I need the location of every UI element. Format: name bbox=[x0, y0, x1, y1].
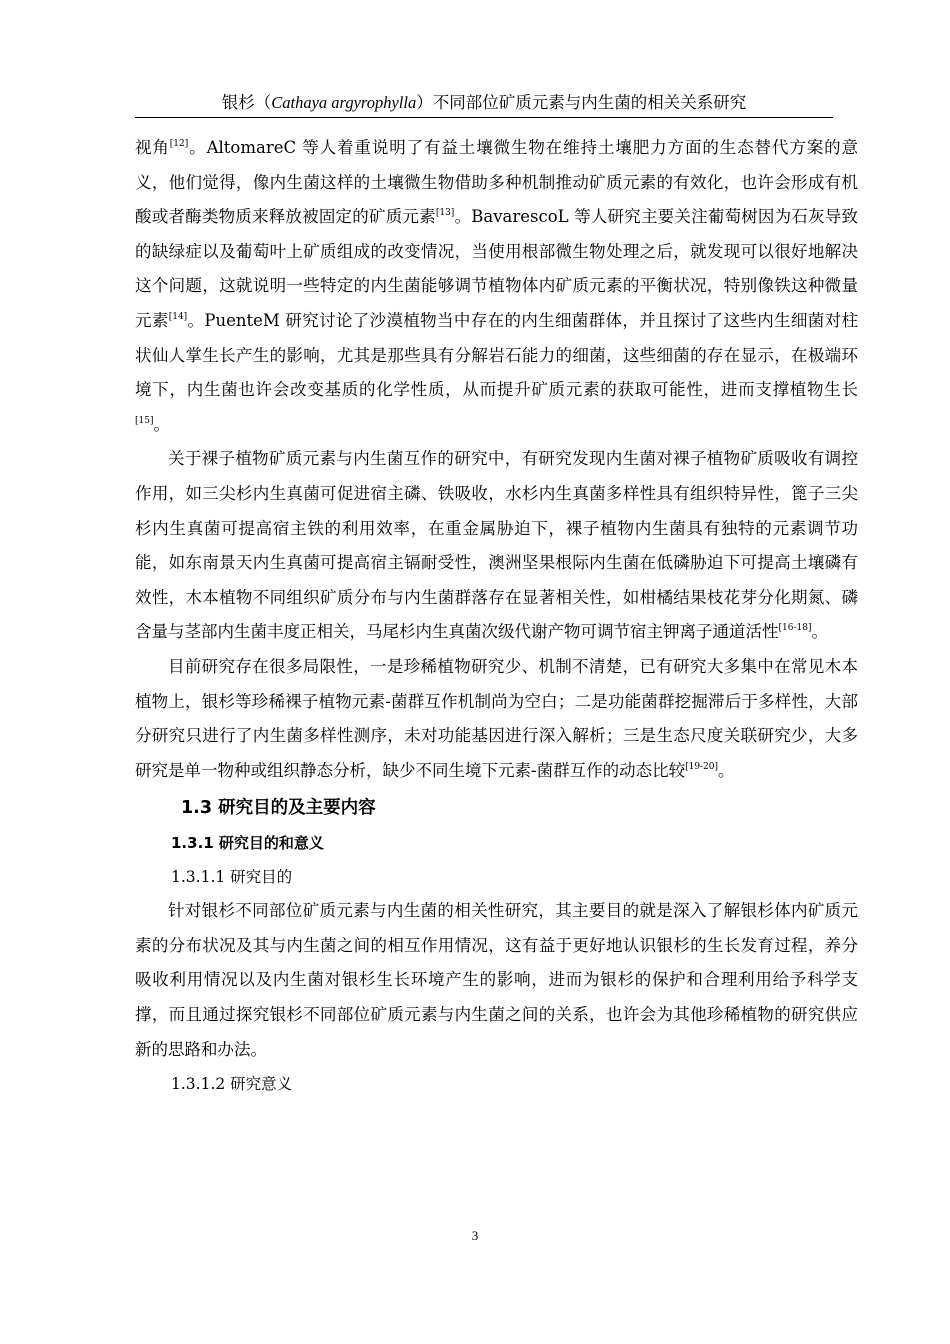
citation-ref: [15] bbox=[135, 415, 154, 426]
citation-ref: [14] bbox=[168, 311, 188, 322]
paragraph-1-text-3: 。BavarescoL 等人研究主要关注葡萄树因为石灰导致的缺绿症以及葡萄叶上矿质组成的改变情况，当使用根部微生物处理之后，就发现可以很好地解决这个问题，这就说明一些特定的内生菌能够调节植物体内矿质元素的平衡状况，特别像铁这种微量元素 bbox=[135, 207, 858, 330]
paragraph-3 bbox=[135, 650, 858, 788]
citation-ref: [13] bbox=[435, 208, 455, 219]
page-body bbox=[135, 131, 858, 1101]
subsubsection-heading-purpose: 1.3.1.1 研究目的 bbox=[171, 868, 293, 887]
paragraph-1-text-4: 。PuenteM 研究讨论了沙漠植物当中存在的内生细菌群体，并且探讨了这些内生细菌对柱状仙人掌生长产生的影响，尤其是那些具有分解岩石能力的细菌，这些细菌的存在显示，在极端环境下，内生菌也许会改变基质的化学性质，从而提升矿质元素的获取可能性，进而支撑植物生长 bbox=[135, 310, 858, 400]
subsubsection-heading-significance: 1.3.1.2 研究意义 bbox=[171, 1075, 293, 1094]
paragraph-2 bbox=[135, 442, 858, 650]
paragraph-3-text-1: 目前研究存在很多局限性，一是珍稀植物研究少、机制不清楚，已有研究大多集中在常见木本植物上，银杉等珍稀裸子植物元素-菌群互作机制尚为空白；二是功能菌群挖掘滞后于多样性，大部分研究只进行了内生菌多样性测序，未对功能基因进行深入解析；三是生态尺度关联研究少，大多研究是单一物种或组织静态分析，缺少不同生境下元素-菌群互作的动态比较 bbox=[135, 656, 858, 780]
page-number: 3 bbox=[471, 1228, 479, 1243]
paragraph-1-text-1: 视角 bbox=[135, 138, 170, 157]
paragraph-1-text-5: 。 bbox=[153, 414, 170, 434]
citation-ref: [12] bbox=[169, 139, 189, 149]
header-title-suffix: ）不同部位矿质元素与内生菌的相关关系研究 bbox=[416, 93, 747, 112]
paragraph-4: 针对银杉不同部位矿质元素与内生菌的相关性研究，其主要目的就是深入了解银杉体内矿质元素的分布状况及其与内生菌之间的相互作用情况，这有益于更好地认识银杉的生长发育过程，养分吸收利用情况以及内生菌对银杉生长环境产生的影响，进而为银杉的保护和合理利用给予科学支撑，而且通过探究银杉不同部位矿质元素与内生菌之间的关系，也许会为其他珍稀植物的研究供应新的思路和办法。 bbox=[135, 901, 858, 1059]
citation-ref: [19-20] bbox=[685, 761, 719, 772]
section-heading: 1.3 研究目的及主要内容 bbox=[181, 798, 376, 819]
running-header bbox=[135, 91, 833, 118]
header-title-prefix: 银杉（ bbox=[221, 93, 272, 112]
citation-ref: [16-18] bbox=[778, 623, 812, 634]
paragraph-2-text-1: 关于裸子植物矿质元素与内生菌互作的研究中，有研究发现内生菌对裸子植物矿质吸收有调控作用，如三尖杉内生真菌可促进宿主磷、铁吸收，水杉内生真菌多样性具有组织特异性，篦子三尖杉内生真菌可提高宿主铁的利用效率，在重金属胁迫下，裸子植物内生菌具有独特的元素调节功能，如东南景天内生真菌可提高宿主镉耐受性，澳洲坚果根际内生菌在低磷胁迫下可提高土壤磷有效性，木本植物不同组织矿质分布与内生菌群落存在显著相关性，如柑橘结果枝花芽分化期氮、磷含量与茎部内生菌丰度正相关，马尾杉内生真菌次级代谢产物可调节宿主钾离子通道活性 bbox=[135, 449, 858, 642]
header-title-latin: Cathaya argyrophylla bbox=[271, 93, 417, 112]
subsection-heading: 1.3.1 研究目的和意义 bbox=[171, 834, 324, 853]
paragraph-1-text-2: 。AltomareC 等人着重说明了有益土壤微生物在维持土壤肥力方面的生态替代方案的意义，他们觉得，像内生菌这样的土壤微生物借助多种机制推动矿质元素的有效化，也许会形成有机酸或者酶类物质来释放被固定的矿质元素 bbox=[135, 138, 859, 227]
paragraph-2-text-2: 。 bbox=[811, 622, 828, 642]
paragraph-3-text-2: 。 bbox=[718, 760, 735, 780]
paragraph-1 bbox=[135, 131, 858, 442]
